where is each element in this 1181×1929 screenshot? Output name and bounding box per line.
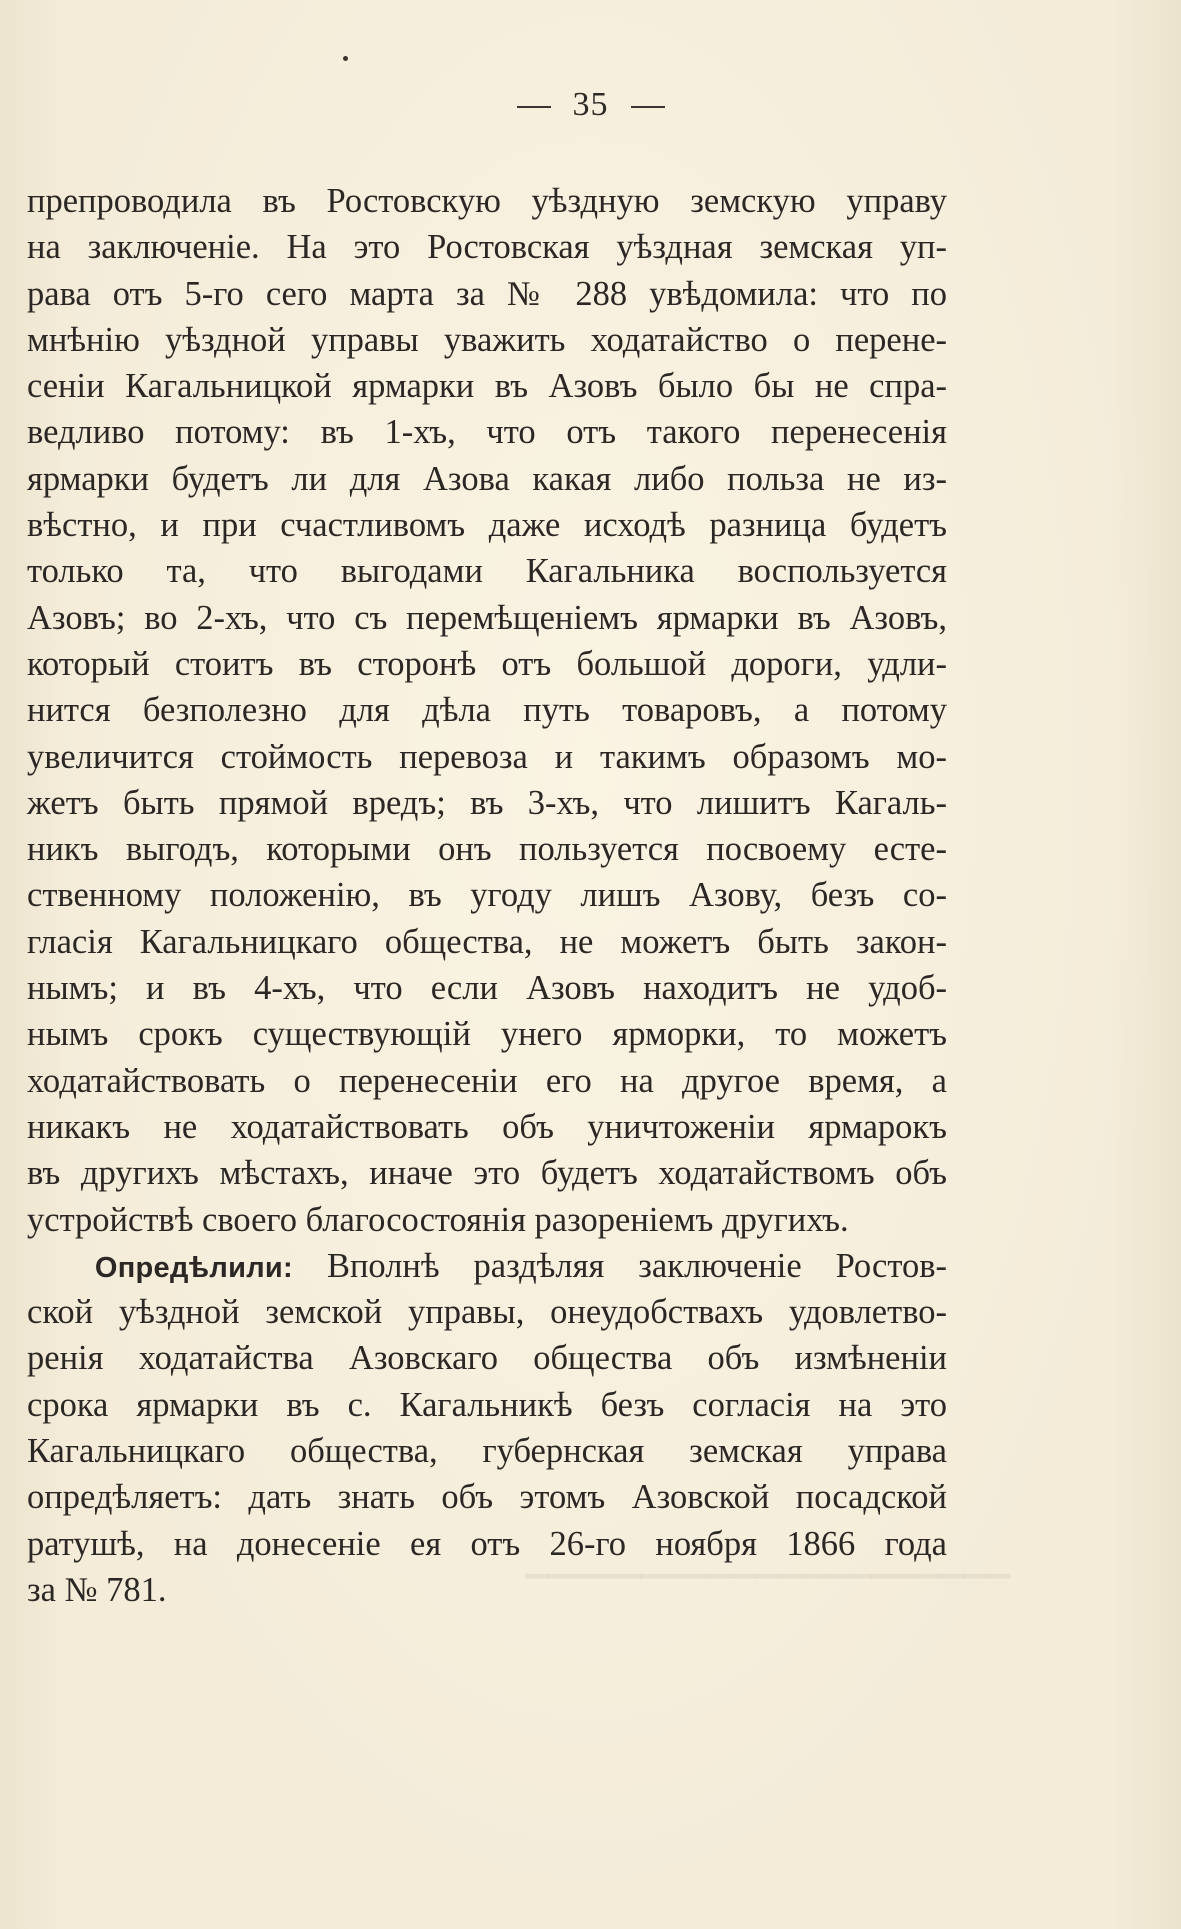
text-line: ственному положенію, въ угоду лишъ Азову, безъ со-	[27, 876, 947, 915]
resolution-first-line	[27, 1243, 947, 1289]
left-dash	[517, 106, 551, 108]
text-line: въ другихъ мѣстахъ, иначе это будетъ ходатайствомъ объ	[27, 1154, 947, 1193]
text-line: нымъ срокъ существующій унего ярморки, то можетъ	[27, 1015, 947, 1054]
text-line: рава отъ 5-го сего марта за № 288 увѣдомила: что по	[27, 274, 947, 313]
body-text	[27, 178, 947, 1613]
text-line: Азовъ; во 2-хъ, что съ перемѣщеніемъ ярмарки въ Азовъ,	[27, 598, 947, 637]
print-speck	[343, 56, 348, 61]
text-line: на заключеніе. На это Ростовская уѣздная земская уп-	[27, 228, 947, 267]
text-line: препроводила въ Ростовскую уѣздную земскую управу	[27, 182, 947, 220]
text-line: ярмарки будетъ ли для Азова какая либо польза не из-	[27, 459, 947, 498]
text-line: вѣстно, и при счастливомъ даже исходѣ разница будетъ	[27, 506, 947, 545]
resolution-heading: Опредѣлили:	[94, 1251, 294, 1284]
right-dash	[631, 106, 665, 108]
bleed-through-ghost-text: ⁠▔▔▔▔▔▔▔▔▔▔▔▔▔▔▔▔▔▔▔▔▔	[525, 1576, 1010, 1609]
text-line: мнѣнію уѣздной управы уважить ходатайство о перене-	[27, 320, 947, 359]
resolution-line: Кагальницкаго общества, губернская земская управа	[27, 1432, 947, 1471]
resolution-line: ратушѣ, на донесеніе ея отъ 26-го ноября 1866 года	[27, 1524, 947, 1563]
page-number: 35	[572, 86, 609, 123]
text-line: сеніи Кагальницкой ярмарки въ Азовъ было бы не спра-	[27, 367, 947, 406]
text-line: ходатайствовать о перенесеніи его на другое время, а	[27, 1061, 947, 1100]
text-line: гласія Кагальницкаго общества, не можетъ быть закон-	[27, 922, 947, 961]
text-line: только та, что выгодами Кагальника воспользуется	[27, 552, 947, 591]
resolution-line: срока ярмарки въ с. Кагальникѣ безъ согласія на это	[27, 1385, 947, 1424]
text-line: нымъ; и въ 4-хъ, что если Азовъ находитъ не удоб-	[27, 969, 947, 1008]
text-line: увеличится стоймость перевоза и такимъ образомъ мо-	[27, 737, 947, 776]
text-line: никакъ не ходатайствовать объ уничтоженіи ярмарокъ	[27, 1107, 947, 1146]
resolution-line: опредѣляетъ: дать знать объ этомъ Азовской посадской	[27, 1478, 947, 1517]
text-line: жетъ быть прямой вредъ; въ 3-хъ, что лишитъ Кагаль-	[27, 783, 947, 822]
text-line: нится безполезно для дѣла путь товаровъ, а потому	[27, 691, 947, 730]
resolution-line: ской уѣздной земской управы, онеудобствахъ удовлетво-	[27, 1293, 947, 1332]
resolution-line: за № 781.	[27, 1570, 167, 1609]
resolution-line: ренія ходатайства Азовскаго общества объ измѣненіи	[27, 1339, 947, 1378]
text-line: устройствѣ своего благосостоянія разореніемъ другихъ.	[27, 1200, 849, 1239]
page-number-header	[0, 86, 1181, 124]
text-line: никъ выгодъ, которыми онъ пользуется посвоему есте-	[27, 830, 947, 869]
resolution-first-text: Вполнѣ раздѣляя заключеніе Ростов-	[326, 1246, 947, 1285]
text-line: ведливо потому: въ 1-хъ, что отъ такого перенесенія	[27, 413, 947, 452]
text-line: который стоитъ въ сторонѣ отъ большой дороги, удли-	[27, 644, 947, 683]
